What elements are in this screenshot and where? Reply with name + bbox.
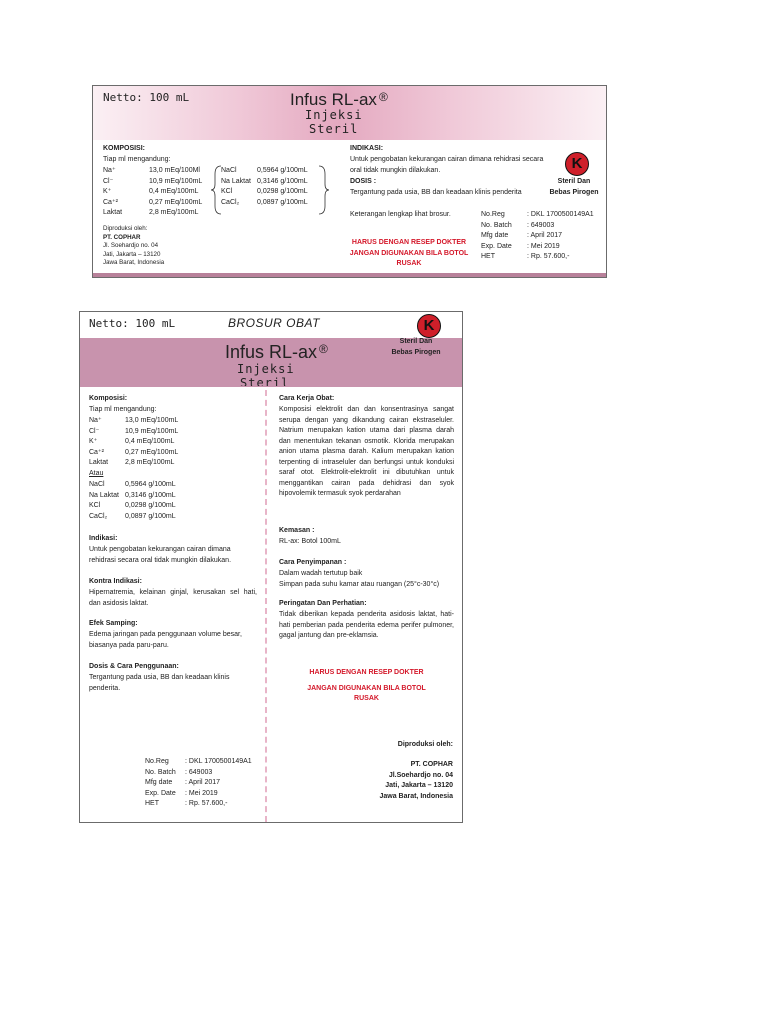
reg-value: : Rp. 57.600,- (527, 253, 570, 260)
label-salt-list (221, 166, 321, 208)
br-cara-kerja-heading: Cara Kerja Obat: (279, 395, 335, 402)
penyimpanan-line: Simpan pada suhu kamar atau ruangan (25°c-30°c) (279, 580, 440, 588)
brochure-title: BROSUR OBAT (228, 316, 320, 330)
producer-heading: Diproduksi oleh: (103, 225, 148, 232)
br-ion-row (89, 458, 239, 469)
salt-name: CaCl₂ (221, 198, 240, 206)
brochure (79, 311, 463, 823)
label-salt-row (221, 198, 321, 209)
reg-value: : DKL 1700500149A1 (185, 758, 252, 765)
br-kemasan-heading: Kemasan : (279, 527, 315, 534)
ion-name: Laktat (103, 209, 123, 216)
salt-name: KCl (221, 188, 233, 195)
salt-value: 0,5964 g/100mL (257, 167, 308, 174)
brochure-sterile: Steril (240, 376, 290, 386)
label-indikasi-heading: INDIKASI: (350, 145, 384, 152)
salt-name: NaCl (89, 481, 105, 488)
product-label (92, 85, 607, 278)
br-dosis-heading: Dosis & Cara Penggunaan: (89, 663, 179, 670)
k-hard-drug-icon: K (565, 152, 589, 176)
warning-line: JANGAN DIGUNAKAN BILA BOTOL (307, 684, 426, 692)
br-salt-row (89, 512, 239, 523)
label-dosis-heading: DOSIS : (350, 178, 377, 185)
ion-value: 0,4 mEq/100mL (125, 438, 175, 445)
br-ion-row (89, 437, 239, 448)
label-registration (481, 210, 606, 263)
reg-value: : Rp. 57.600,- (185, 800, 228, 807)
ion-value: 13,0 mEq/100Ml (149, 167, 200, 174)
reg-key: No.Reg (481, 211, 505, 218)
warning-line: HARUS DENGAN RESEP DOKTER (309, 669, 424, 676)
label-producer (103, 225, 164, 268)
ion-value: 10,9 mEq/100mL (149, 177, 203, 185)
salt-name: Na Laktat (89, 491, 119, 499)
ion-value: 2,8 mEq/100mL (125, 459, 175, 466)
reg-key: Exp. Date (481, 242, 512, 250)
warning-line: RUSAK (396, 260, 422, 267)
br-salt-row (89, 480, 239, 491)
reg-row (145, 789, 263, 800)
label-komposisi-heading: KOMPOSISI: (103, 145, 146, 152)
reg-value: : 649003 (185, 768, 213, 776)
ion-value: 0,4 mEq/100mL (149, 188, 199, 195)
ion-name: K⁺ (103, 188, 112, 195)
reg-row (145, 799, 263, 810)
brochure-fold-divider (265, 390, 267, 822)
brochure-product-name (225, 342, 328, 363)
br-producer (330, 760, 453, 802)
producer-line: Jl.Soehardjo no. 04 (388, 771, 453, 779)
br-kontra-text: Hipernatremia, kelainan ginjal, kerusakan sel hati, dan asidosis laktat. (89, 589, 257, 607)
producer-line: Jawa Barat, Indonesia (379, 792, 453, 800)
salt-value: 0,3146 g/100mL (257, 177, 308, 185)
reg-value: : 649003 (527, 221, 555, 229)
br-komposisi-heading: Komposisi: (89, 395, 128, 402)
ion-name: Laktat (89, 459, 109, 466)
reg-key: No. Batch (481, 221, 512, 229)
reg-row (481, 210, 606, 221)
producer-line: PT. COPHAR (410, 761, 453, 768)
label-ion-row (103, 187, 223, 198)
reg-row (145, 757, 263, 768)
reg-row (145, 778, 263, 789)
br-salt-row (89, 501, 239, 512)
brochure-k-hard-drug-icon: K (417, 314, 441, 338)
label-ion-row (103, 177, 223, 188)
br-penyimpanan-heading: Cara Penyimpanan : (279, 559, 347, 566)
label-registered-mark: ® (378, 90, 388, 104)
salt-name: NaCl (221, 167, 237, 174)
reg-value: : DKL 1700500149A1 (527, 211, 594, 218)
brochure-form: Injeksi (237, 362, 295, 376)
br-peringatan-heading: Peringatan Dan Perhatian: (279, 600, 367, 607)
steril-line: Steril Dan (399, 338, 433, 345)
producer-line: Jati, Jakarta – 13120 (385, 782, 453, 789)
reg-row (481, 242, 606, 253)
label-dosis-text: Tergantung pada usia, BB dan keadaan klinis penderita (350, 189, 522, 196)
br-kemasan-text: RL-ax: Botol 100mL (279, 538, 341, 545)
label-warning (345, 238, 473, 270)
ion-value: 0,27 mEq/100mL (125, 448, 179, 456)
br-registration (145, 757, 263, 810)
warning-line: HARUS DENGAN RESEP DOKTER (351, 239, 467, 246)
br-warning (279, 668, 454, 705)
br-atau: Atau (89, 470, 104, 477)
label-salt-row (221, 177, 321, 188)
ion-value: 2,8 mEq/100mL (149, 209, 199, 216)
br-efek-heading: Efek Samping: (89, 620, 138, 627)
label-product-text: Infus RL-ax (290, 90, 377, 109)
label-indikasi-text: Untuk pengobatan kekurangan cairan dimana rehidrasi secara oral tidak mungkin dilakukan. (350, 156, 544, 174)
br-salt-list (89, 480, 239, 522)
producer-line: Jati, Jakarta – 13120 (103, 250, 161, 258)
reg-row (145, 768, 263, 779)
ion-value: 10,9 mEq/100mL (125, 427, 179, 435)
br-kontra-heading: Kontra Indikasi: (89, 578, 142, 585)
ion-name: Ca⁺² (103, 198, 118, 206)
label-salt-row (221, 187, 321, 198)
reg-key: HET (145, 800, 159, 807)
salt-value: 0,0897 g/100mL (125, 512, 176, 520)
ion-name: Cl⁻ (89, 427, 100, 435)
label-sterile: Steril (309, 122, 359, 136)
reg-key: No.Reg (145, 758, 169, 765)
label-steril-badge (539, 177, 609, 198)
brochure-registered-mark: ® (319, 342, 328, 356)
br-penyimpanan-text (279, 569, 459, 590)
steril-line: Steril Dan (557, 178, 591, 185)
br-efek-text: Edema jaringan pada penggunaan volume besar, biasanya pada paru-paru. (89, 631, 242, 649)
salt-value: 0,0897 g/100mL (257, 198, 308, 206)
label-netto: Netto: 100 mL (103, 91, 190, 104)
reg-value: : Mei 2019 (527, 242, 560, 250)
reg-value: : Mei 2019 (185, 789, 218, 797)
label-product-name (290, 90, 388, 110)
br-indikasi-text: Untuk pengobatan kekurangan cairan dimana rehidrasi secara oral tidak mungkin dilakukan. (89, 546, 232, 564)
salt-name: Na Laktat (221, 177, 251, 185)
salt-value: 0,5964 g/100mL (125, 481, 176, 488)
label-form: Injeksi (305, 108, 363, 122)
reg-row (481, 221, 606, 232)
producer-name: PT. COPHAR (103, 233, 141, 241)
label-komposisi-intro: Tiap ml mengandung: (103, 156, 171, 163)
salt-value: 0,0298 g/100mL (257, 188, 308, 195)
penyimpanan-line: Dalam wadah tertutup baik (279, 570, 363, 577)
salt-value: 0,3146 g/100mL (125, 491, 176, 499)
ion-name: Cl⁻ (103, 177, 114, 185)
br-indikasi-heading: Indikasi: (89, 535, 118, 542)
brochure-netto: Netto: 100 mL (89, 317, 176, 330)
label-bottom-stripe (93, 273, 606, 277)
brochure-product-text: Infus RL-ax (225, 342, 318, 362)
label-salt-row (221, 166, 321, 177)
reg-key: Exp. Date (145, 789, 176, 797)
label-right-brace-icon (317, 164, 331, 216)
reg-row (481, 231, 606, 242)
label-ion-row (103, 166, 223, 177)
label-ion-row (103, 208, 223, 219)
producer-line: Jawa Barat, Indonesia (103, 259, 165, 267)
reg-key: Mfg date (145, 779, 173, 786)
label-ion-list (103, 166, 223, 219)
br-komposisi-intro: Tiap ml mengandung: (89, 406, 157, 413)
warning-line: RUSAK (354, 695, 379, 702)
br-ion-row (89, 416, 239, 427)
steril-line: Bebas Pirogen (549, 188, 599, 196)
br-peringatan-text: Tidak diberikan kepada penderita asidosis laktat, hati-hati pemberian pada penderita edema perifer pulmoner, gagal jantung dan pre-eklamsia. (279, 611, 454, 639)
label-keterangan: Keterangan lengkap lihat brosur. (350, 211, 451, 218)
br-dosis-text: Tergantung pada usia, BB dan keadaan klinis penderita. (89, 674, 230, 692)
brochure-steril-badge (376, 337, 456, 358)
ion-value: 0,27 mEq/100mL (149, 198, 203, 206)
ion-value: 13,0 mEq/100mL (125, 417, 179, 424)
reg-value: : April 2017 (527, 232, 563, 239)
salt-value: 0,0298 g/100mL (125, 502, 176, 509)
br-ion-row (89, 448, 239, 459)
reg-key: No. Batch (145, 768, 176, 776)
br-cara-kerja-text: Komposisi elektrolit dan dan konsentrasinya sangat serupa dengan yang dikandung cairan ekstraseluler. Natrium merupakan kation utama dari plasma darah dan menentukan tekanan osmotik. Klorida merupakan anion utama plasma darah. Kalium merupakan kation terpenting di intraseluler dan berfungsi untuk konduksi saraf otot. Elektrolit-elektrolit ini dibutuhkan untuk menggantikan cairan pada dehidrasi dan syok hipovolemik termasuk syok perdarahan (279, 406, 454, 497)
reg-value: : April 2017 (185, 779, 221, 786)
br-producer-heading: Diproduksi oleh: (397, 741, 453, 748)
salt-name: KCl (89, 502, 101, 509)
label-ion-row (103, 198, 223, 209)
salt-name: CaCl₂ (89, 512, 108, 520)
br-ion-list (89, 416, 239, 469)
producer-line: Jl. Soehardjo no. 04 (103, 242, 159, 250)
br-salt-row (89, 491, 239, 502)
warning-line: JANGAN DIGUNAKAN BILA BOTOL (349, 249, 469, 257)
steril-line: Bebas Pirogen (391, 348, 441, 356)
ion-name: K⁺ (89, 438, 98, 445)
reg-row (481, 252, 606, 263)
reg-key: HET (481, 253, 495, 260)
ion-name: Ca⁺² (89, 448, 104, 456)
ion-name: Na⁺ (103, 167, 116, 174)
br-ion-row (89, 427, 239, 438)
reg-key: Mfg date (481, 232, 509, 239)
ion-name: Na⁺ (89, 417, 102, 424)
